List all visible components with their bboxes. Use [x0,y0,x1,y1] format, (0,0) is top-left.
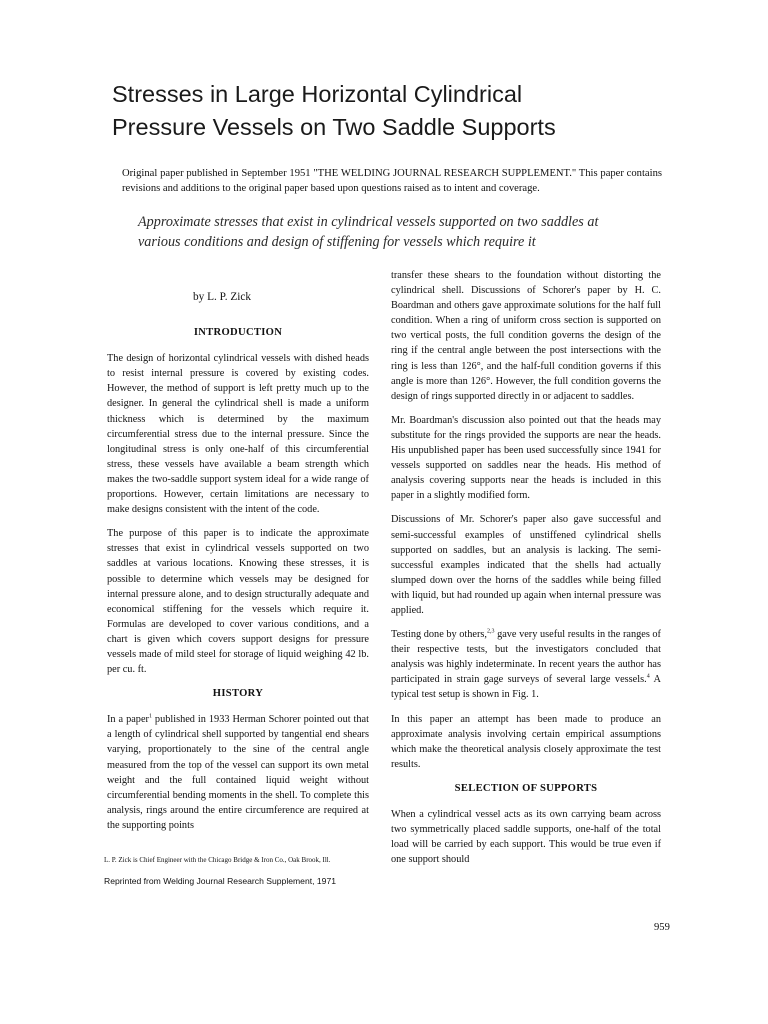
abstract-line-1: Approximate stresses that exist in cylindrical vessels supported on two saddles at [138,214,599,230]
paragraph-right-6: When a cylindrical vessel acts as its own carrying beam across two symmetrically placed saddle supports, one-half of the total load will be carried by each support. This would be true even if one support should [391,809,661,866]
testing-text-a: Testing done by others, [391,629,487,641]
paragraph-right-2: Mr. Boardman's discussion also pointed out that the heads may substitute for the rings provided the supports are near the heads. His unpublished paper has been used successfully since 1941 for vessels supported on saddles near the heads. His method of analysis covering supports near the heads is included in this paper in a slightly modified form. [391,414,661,502]
author-footnote: L. P. Zick is Chief Engineer with the Chicago Bridge & Iron Co., Oak Brook, Ill. [104,856,331,864]
reference-marker: 4 [646,673,650,680]
paragraph-intro-2: The purpose of this paper is to indicate the approximate stresses that exist in cylindrical vessels supported on two saddles at various locations. Knowing these stresses, it is possible to determine which vessels may be designed for internal pressure alone, and to design structurally adequate and economical stiffening for the vessels which require it. Formulas are developed to cover various conditions, and a chart is given which covers support designs for pressure vessels made of mild steel for storage of liquid weighing 42 lb. per cu. ft. [107,528,369,676]
testing-text-b: gave very useful results in the ranges of their respective tests, but the investigators concluded that analysis was highly indeterminate. In recent years the author has participated in strain gage surveys of several large vessels. [391,629,661,686]
abstract-line-2: various conditions and design of stiffening for vessels which require it [138,234,536,250]
section-heading-selection: SELECTION OF SUPPORTS [454,782,598,794]
publication-note: Original paper published in September 1951 "THE WELDING JOURNAL RESEARCH SUPPLEMENT." This paper contains revisions and additions to the original paper based upon questions raised as to intent and coverage. [122,168,662,194]
section-heading-history: HISTORY [212,688,264,700]
abstract [138,212,678,252]
paragraph-right-1: transfer these shears to the foundation without distorting the cylindrical shell. Discussions of Schorer's paper by H. C. Boardman and others gave approximate solutions for the half full condition. When a ring of uniform cross section is supported on two vertical posts, the full condition governs the design of the ring if the central angle between the post intersections with the ring is less than 126°, and the half-full condition governs if this angle is more than 126°. However, the full condition governs the design of rings supported directly in or adjacent to saddles. [391,270,661,402]
page-number: 959 [654,922,670,933]
history-text-a: In a paper [107,714,149,726]
right-column [391,268,661,876]
paragraph-intro-1: The design of horizontal cylindrical vessels with dished heads to resist internal pressure is covered by existing codes. However, the method of support is left pretty much up to the designer. In general the cylindrical shell is made a uniform thickness which is determined by the maximum circumferential stress due to the internal pressure. Since the longitudinal stress is only one-half of this circumferential stress, these vessels have available a beam strength which makes the two-saddle support system ideal for a wide range of proportions. However, certain limitations are necessary to make designs consistent with the intent of the code. [107,353,369,516]
author-byline: by L. P. Zick [193,291,252,303]
paragraph-history-1 [107,712,369,833]
reference-marker: 1 [148,713,152,720]
reference-marker: 2,3 [486,628,495,635]
title-line-1: Stresses in Large Horizontal Cylindrical [112,81,523,107]
history-text-b: published in 1933 Herman Schorer pointed out that a length of cylindrical shell supported by tangential end shears varying, proportionately to the sine of the central angle measured from the top of the vessel can support its own metal weight and the full contained liquid weight without circumferential bending moments in the shell. To complete this analysis, rings around the entire circumference are required at the supporting points [107,714,369,831]
left-column [107,268,369,842]
title-line-2: Pressure Vessels on Two Saddle Supports [112,114,556,140]
paragraph-right-5: In this paper an attempt has been made to produce an approximate analysis involving certain empirical assumptions which make the theoretical analysis closely approximate the test results. [391,713,661,770]
testing-text-c: A typical test setup is shown in Fig. 1. [391,674,661,701]
reprint-footnote: Reprinted from Welding Journal Research Supplement, 1971 [104,876,337,886]
section-heading-introduction: INTRODUCTION [193,327,283,339]
paragraph-right-4 [391,627,661,702]
paragraph-right-3: Discussions of Mr. Schorer's paper also gave successful and semi-successful examples of unstiffened cylindrical shells supported on saddles, but an analysis is lacking. The semi-successful examples indicated that the shells had actually slumped down over the horns of the saddles while being filled with liquid, but had rounded up again when internal pressure was applied. [391,514,661,616]
paper-title [112,78,672,144]
